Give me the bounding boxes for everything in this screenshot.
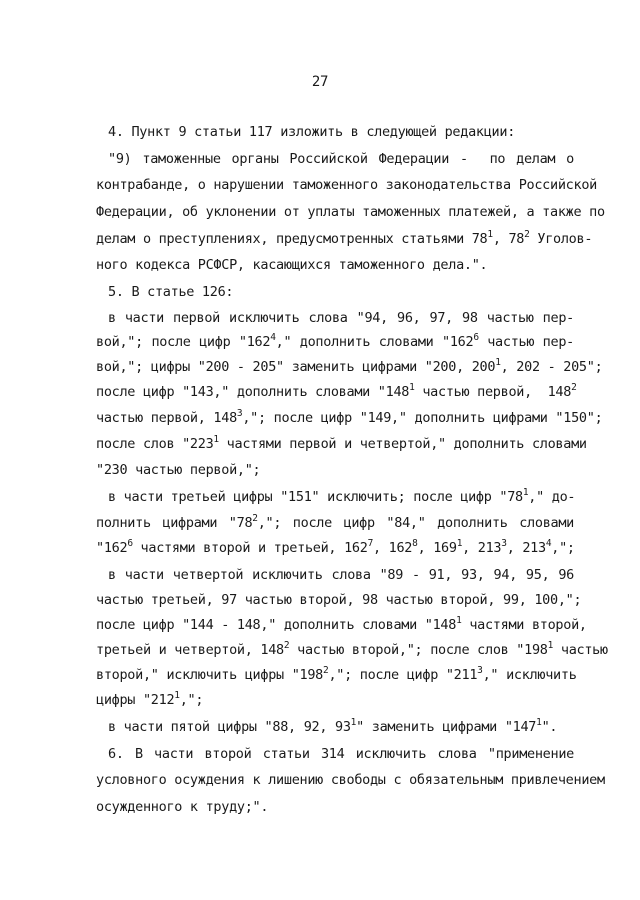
superscript-index: 2 bbox=[323, 665, 329, 676]
paragraph-line: вой,"; цифры "200 - 205" заменить цифрами "200, $200^1$, 202 - 205"; bbox=[96, 357, 603, 375]
paragraph-line: "9) таможенные органы Российской Федерации - по делам о bbox=[108, 151, 574, 167]
paragraph-line: третьей и четвертой, $148^2$ частью второй,"; после слов "$198^1$ частью bbox=[96, 640, 608, 658]
paragraph-line: осужденного к труду;". bbox=[96, 799, 269, 815]
superscript-index: 3 bbox=[236, 408, 243, 419]
paragraph-line: после цифр "143," дополнить словами "$148^1$ частью первой, $148^2$ bbox=[96, 382, 577, 400]
superscript-index: 4 bbox=[270, 332, 276, 343]
superscript-index: 3 bbox=[477, 665, 483, 676]
superscript-index: 2 bbox=[252, 513, 258, 524]
superscript-index: 1 bbox=[456, 615, 462, 626]
superscript-index: 2 bbox=[283, 640, 290, 651]
paragraph-line: после слов "$223^1$ частями первой и четвертой," дополнить словами bbox=[96, 434, 587, 452]
paragraph-line: второй," исключить цифры "$198^2$,"; после цифр "$211^3$," исключить bbox=[96, 665, 577, 683]
paragraph-line: Федерации, об уклонении от уплаты таможенных платежей, а также по bbox=[96, 204, 605, 220]
superscript-index: 1 bbox=[536, 717, 542, 728]
paragraph-line: полнить цифрами "$78^2$,"; после цифр "84," дополнить словами bbox=[96, 513, 575, 531]
item-5-heading: 5. В статье 126: bbox=[108, 284, 234, 300]
paragraph-line: "$162^6$ частями второй и третьей, $162^7$, $162^8$, $169^1$, $213^3$, $213^4$,"; bbox=[96, 538, 575, 556]
paragraph-line: "230 частью первой,"; bbox=[96, 462, 261, 478]
paragraph-line: частью третьей, 97 частью второй, 98 частью второй, 99, 100,"; bbox=[96, 592, 582, 608]
superscript-index: 1 bbox=[174, 690, 180, 701]
paragraph-line: частью первой, $148^3$,"; после цифр "149," дополнить цифрами "150"; bbox=[96, 408, 603, 426]
paragraph-line: контрабанде, о нарушении таможенного законодательства Российской bbox=[96, 177, 597, 193]
paragraph-line: в части первой исключить слова "94, 96, 97, 98 частью пер- bbox=[108, 310, 574, 326]
paragraph-line: условного осуждения к лишению свободы с обязательным привлечением bbox=[96, 772, 605, 788]
superscript-index: 1 bbox=[495, 357, 501, 368]
page-number: 27 bbox=[311, 74, 329, 90]
item-6-heading: 6. В части второй статьи 314 исключить слова "применение bbox=[108, 746, 574, 762]
paragraph-line: делам о преступлениях, предусмотренных статьями $78^1$, $78^2$ Уголов- bbox=[96, 229, 593, 247]
item-4-heading: 4. Пункт 9 статьи 117 изложить в следующей редакции: bbox=[108, 124, 516, 140]
superscript-index: 1 bbox=[487, 229, 493, 240]
superscript-index: 4 bbox=[545, 538, 552, 549]
superscript-index: 1 bbox=[213, 434, 219, 445]
superscript-index: 1 bbox=[409, 382, 415, 393]
paragraph-line: вой,"; после цифр "$162^4$," дополнить словами "$162^6$ частью пер- bbox=[96, 332, 574, 350]
paragraph-line: в части четвертой исключить слова "89 - 91, 93, 94, 95, 96 bbox=[108, 567, 574, 583]
superscript-index: 1 bbox=[522, 487, 529, 498]
superscript-index: 2 bbox=[571, 382, 577, 393]
paragraph-line: после цифр "144 - 148," дополнить словами "$148^1$ частями второй, bbox=[96, 615, 587, 633]
superscript-index: 2 bbox=[524, 229, 530, 240]
superscript-index: 3 bbox=[501, 538, 507, 549]
superscript-index: 1 bbox=[456, 538, 463, 549]
superscript-index: 7 bbox=[367, 538, 373, 549]
superscript-index: 8 bbox=[412, 538, 418, 549]
superscript-index: 6 bbox=[127, 538, 133, 549]
superscript-index: 6 bbox=[473, 332, 479, 343]
paragraph-line: цифры "$212^1$,"; bbox=[96, 690, 204, 708]
superscript-index: 1 bbox=[547, 640, 554, 651]
paragraph-line: в части третьей цифры "151" исключить; после цифр "$78^1$," до- bbox=[108, 487, 576, 505]
superscript-index: 1 bbox=[350, 717, 357, 728]
paragraph-line: в части пятой цифры "88, 92, $93^1$" заменить цифрами "$147^1$". bbox=[108, 717, 558, 735]
paragraph-line: ного кодекса РСФСР, касающихся таможенного дела.". bbox=[96, 257, 488, 273]
